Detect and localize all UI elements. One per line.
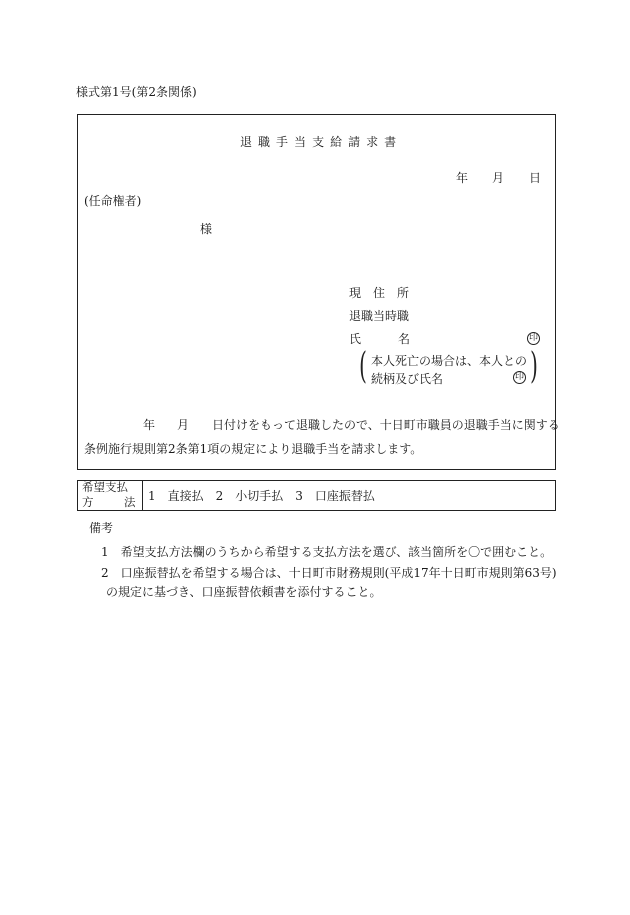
date-year-label: 年 [456,171,469,185]
title-char: 支 [312,135,325,149]
deceased-note-line2: 続柄及び氏名 [371,372,444,386]
remarks-heading: 備考 [89,521,114,535]
appointer-label: (任命権者) [84,194,142,208]
position-label: 退職当時職 [349,309,410,323]
body-text-line2: 条例施行規則第2条第1項の規定により退職手当を請求します。 [84,442,423,456]
name-label-second: 名 [398,332,411,346]
deceased-note-line1: 本人死亡の場合は、本人との [371,354,528,368]
sama-label: 様 [200,222,213,236]
title-char: 当 [294,135,307,149]
remarks-item-1: 1 希望支払方法欄のうちから希望する支払方法を選び、該当箇所を〇で囲むこと。 [101,545,553,559]
title-char: 職 [258,135,271,149]
body-text-line1: 日付けをもって退職したので、十日町市職員の退職手当に関する [212,418,560,432]
table-divider [142,481,143,510]
form-number: 様式第1号(第2条関係) [76,85,197,99]
body-year-label: 年 [143,418,156,432]
payment-label-line2-left: 方 [82,495,94,509]
name-label-first: 氏 [349,332,362,346]
payment-label-line2-right: 法 [124,495,136,509]
title-char: 手 [276,135,289,149]
title-char: 退 [240,135,253,149]
form-title [240,136,396,148]
payment-options: 1 直接払 2 小切手払 3 口座振替払 [148,489,375,503]
payment-label-line1: 希望支払 [82,480,128,494]
request-form-box [77,114,556,470]
remarks-item-2-line2: の規定に基づき、口座振替依頼書を添付すること。 [106,585,382,599]
date-month-label: 月 [492,171,505,185]
title-char: 求 [366,135,379,149]
seal-icon: 印 [528,333,538,343]
body-month-label: 月 [177,418,190,432]
seal-icon: 印 [514,372,524,382]
address-label: 現 住 所 [349,286,410,300]
title-char: 請 [348,135,361,149]
title-char: 書 [384,135,397,149]
title-char: 給 [330,135,343,149]
close-paren-icon: ) [530,346,538,387]
date-day-label: 日 [529,171,542,185]
remarks-item-2-line1: 2 口座振替払を希望する場合は、十日町市財務規則(平成17年十日町市規則第63号) [101,566,557,580]
open-paren-icon: ( [359,346,367,387]
